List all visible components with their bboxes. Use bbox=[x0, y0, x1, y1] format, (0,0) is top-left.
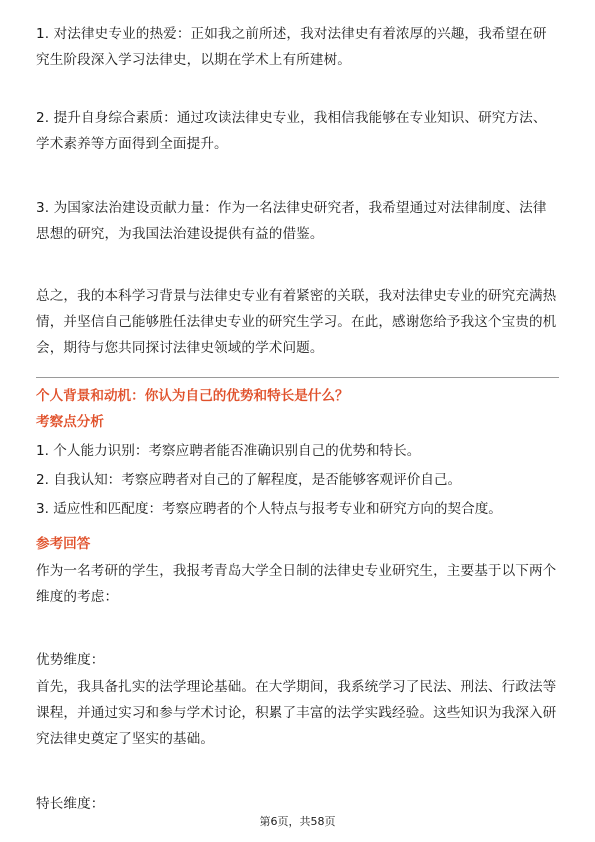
intro-point-2: 2. 提升自身综合素质：通过攻读法律史专业，我相信我能够在专业知识、研究方法、学术素养等方面得到全面提升。 bbox=[36, 110, 547, 152]
question-heading: 个人背景和动机：你认为自己的优势和特长是什么？ bbox=[36, 388, 349, 404]
page-number-footer: 第6页，共58页 bbox=[259, 815, 336, 828]
intro-point-3: 3. 为国家法治建设贡献力量：作为一名法律史研究者，我希望通过对法律制度、法律思想的研究，为我国法治建设提供有益的借鉴。 bbox=[36, 200, 547, 242]
section-divider bbox=[36, 377, 559, 378]
analysis-item-1: 1. 个人能力识别：考察应聘者能否准确识别自己的优势和特长。 bbox=[36, 443, 421, 459]
reference-heading: 参考回答 bbox=[36, 536, 91, 552]
conclusion-paragraph: 总之，我的本科学习背景与法律史专业有着紧密的关联，我对法律史专业的研究充满热情，并坚信自己能够胜任法律史专业的研究生学习。在此，感谢您给予我这个宝贵的机会，期待与您共同探讨法律史领域的学术问题。 bbox=[36, 288, 557, 356]
specialty-title: 特长维度： bbox=[36, 796, 105, 812]
analysis-item-2: 2. 自我认知：考察应聘者对自己的了解程度，是否能够客观评价自己。 bbox=[36, 472, 462, 488]
analysis-heading: 考察点分析 bbox=[36, 414, 104, 430]
reference-intro: 作为一名考研的学生，我报考青岛大学全日制的法律史专业研究生，主要基于以下两个维度的考虑： bbox=[36, 563, 557, 605]
intro-point-1: 1. 对法律史专业的热爱：正如我之前所述，我对法律史有着浓厚的兴趣，我希望在研究生阶段深入学习法律史，以期在学术上有所建树。 bbox=[36, 26, 547, 68]
advantage-body: 首先，我具备扎实的法学理论基础。在大学期间，我系统学习了民法、刑法、行政法等课程，并通过实习和参与学术讨论，积累了丰富的法学实践经验。这些知识为我深入研究法律史奠定了坚实的基础。 bbox=[36, 679, 557, 747]
analysis-list bbox=[36, 437, 502, 524]
advantage-title: 优势维度： bbox=[36, 652, 105, 668]
analysis-item-3: 3. 适应性和匹配度：考察应聘者的个人特点与报考专业和研究方向的契合度。 bbox=[36, 501, 502, 517]
